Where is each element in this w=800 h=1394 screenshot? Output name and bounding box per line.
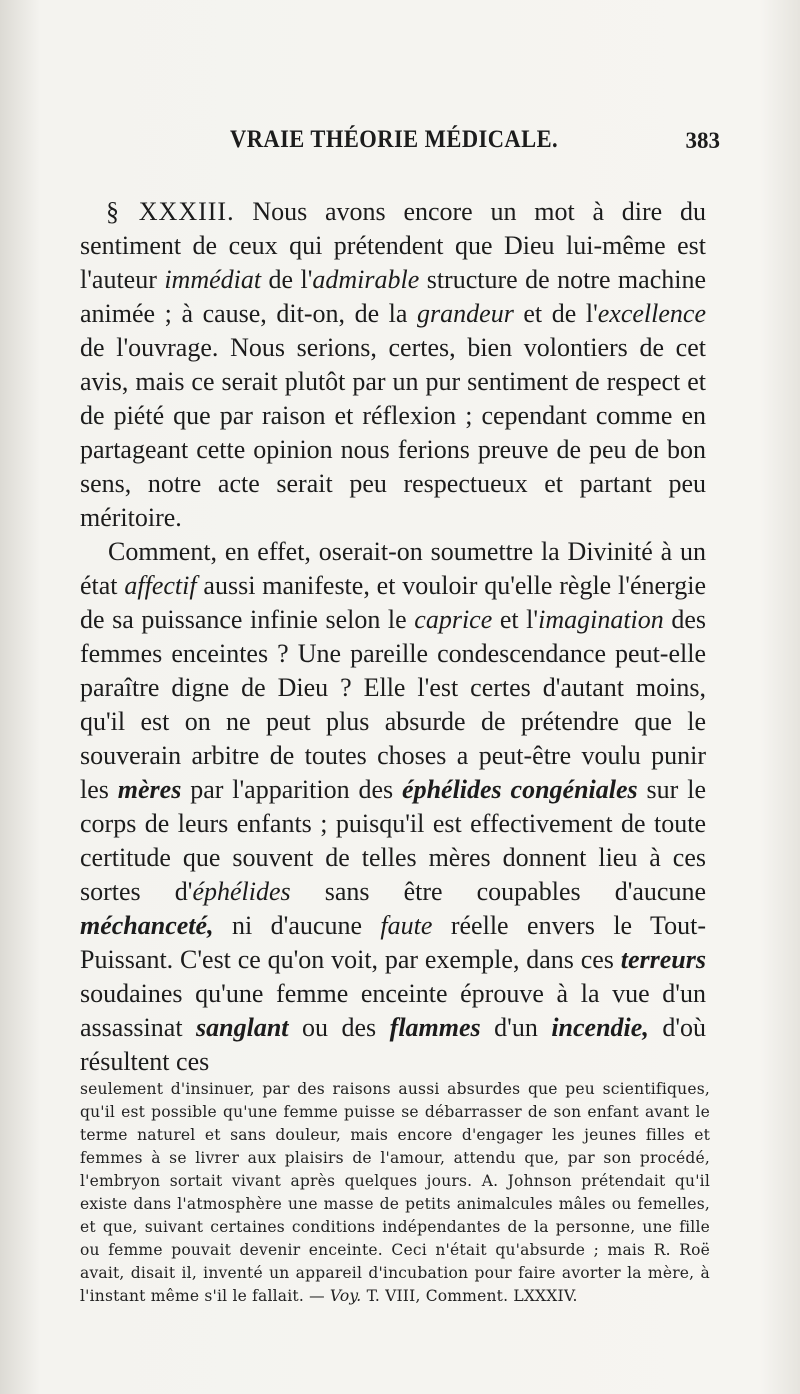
italic-run: flammes [389, 1013, 481, 1042]
text-run: sans être coupables d'aucune [290, 877, 706, 906]
italic-run: incendie, [551, 1013, 649, 1042]
italic-run: imagination [538, 605, 664, 634]
footnote-paragraph [80, 1078, 710, 1308]
italic-run: affectif [124, 571, 197, 600]
section-number: § XXXIII. [106, 197, 235, 226]
text-run: et de l' [513, 299, 598, 328]
text-run: sur le corps de leurs enfants ; puisqu'il est effectivement de toute certitude que souvent de telles mères donnent lieu à ces sortes d' [80, 775, 706, 906]
italic-run: Voy. [329, 1287, 362, 1305]
footnote [80, 1078, 710, 1308]
text-run: soudaines qu'une femme enceinte éprouve à la vue d'un assassinat [80, 979, 706, 1042]
italic-run: méchanceté, [80, 911, 214, 940]
text-run: et l' [492, 605, 539, 634]
italic-run: sanglant [196, 1013, 289, 1042]
text-run: Nous avons encore un mot à dire du sentiment de ceux qui prétendent que Dieu lui-même est l'auteur [80, 197, 706, 294]
text-run: aussi manifeste, et vouloir qu'elle règle l'énergie de sa puissance infinie selon le [80, 571, 706, 634]
italic-run: éphélides [192, 877, 291, 906]
italic-run: admirable [312, 265, 420, 294]
text-run: par l'apparition des [181, 775, 403, 804]
text-run: structure de notre machine animée ; à cause, dit-on, de la [80, 265, 706, 328]
text-run: des femmes enceintes ? Une pareille condescendance peut-elle paraître digne de Dieu ? Elle l'est certes d'autant moins, qu'il est on ne peut plus absurde de prétendre que le souverain arbitre de toutes choses a peut-être voulu punir les [80, 605, 707, 804]
text-run: d'où résultent ces [80, 1013, 706, 1076]
text-run: T. VIII, Comment. LXXXIV. [361, 1287, 578, 1305]
text-run: ni d'aucune [213, 911, 381, 940]
italic-run: terreurs [620, 945, 706, 974]
main-text [80, 195, 706, 1079]
text-run: de l' [261, 265, 313, 294]
text-run: réelle envers le Tout-Puissant. C'est ce qu'on voit, par exemple, dans ces [80, 911, 706, 974]
page-header [80, 118, 720, 162]
page-number: 383 [685, 128, 720, 153]
paragraph-comment [80, 535, 706, 1079]
text-run: ou des [288, 1013, 390, 1042]
italic-run: faute [380, 911, 433, 940]
italic-run: mères [117, 775, 182, 804]
text-run: seulement d'insinuer, par des raisons aussi absurdes que peu scientifiques, qu'il est possible qu'une femme puisse se débarrasser de son enfant avant le terme naturel et sans douleur, mais encore d'engager les jeunes filles et femmes à se livrer aux plaisirs de l'amour, attendu que, par son procédé, l'embryon sortait vivant après quelques jours. A. Johnson prétendait qu'il existe dans l'atmosphère une masse de petits animalcules mâles ou femelles, et que, suivant certaines conditions indépendantes de la personne, une fille ou femme pouvait devenir enceinte. Ceci n'était qu'absurde ; mais R. Roë avait, disait il, inventé un appareil d'incubation pour faire avorter la mère, à l'instant même s'il le fallait. — [80, 1080, 710, 1305]
italic-run: éphélides congéniales [402, 775, 638, 804]
running-title: VRAIE THÉORIE MÉDICALE. [230, 126, 559, 153]
italic-run: immédiat [164, 265, 262, 294]
text-run: Comment, en effet, oserait-on soumettre la Divinité à un état [80, 537, 706, 600]
text-run: de l'ouvrage. Nous serions, certes, bien volontiers de cet avis, mais ce serait plutôt par un pur sentiment de respect et de piété que par raison et réflexion ; cependant comme en partageant cette opinion nous ferions preuve de peu de bon sens, notre acte serait peu respectueux et partant peu méritoire. [80, 333, 706, 532]
text-run: d'un [480, 1013, 552, 1042]
italic-run: grandeur [417, 299, 514, 328]
italic-run: caprice [414, 605, 493, 634]
italic-run: excellence [597, 299, 706, 328]
paragraph-section-33 [80, 195, 706, 535]
